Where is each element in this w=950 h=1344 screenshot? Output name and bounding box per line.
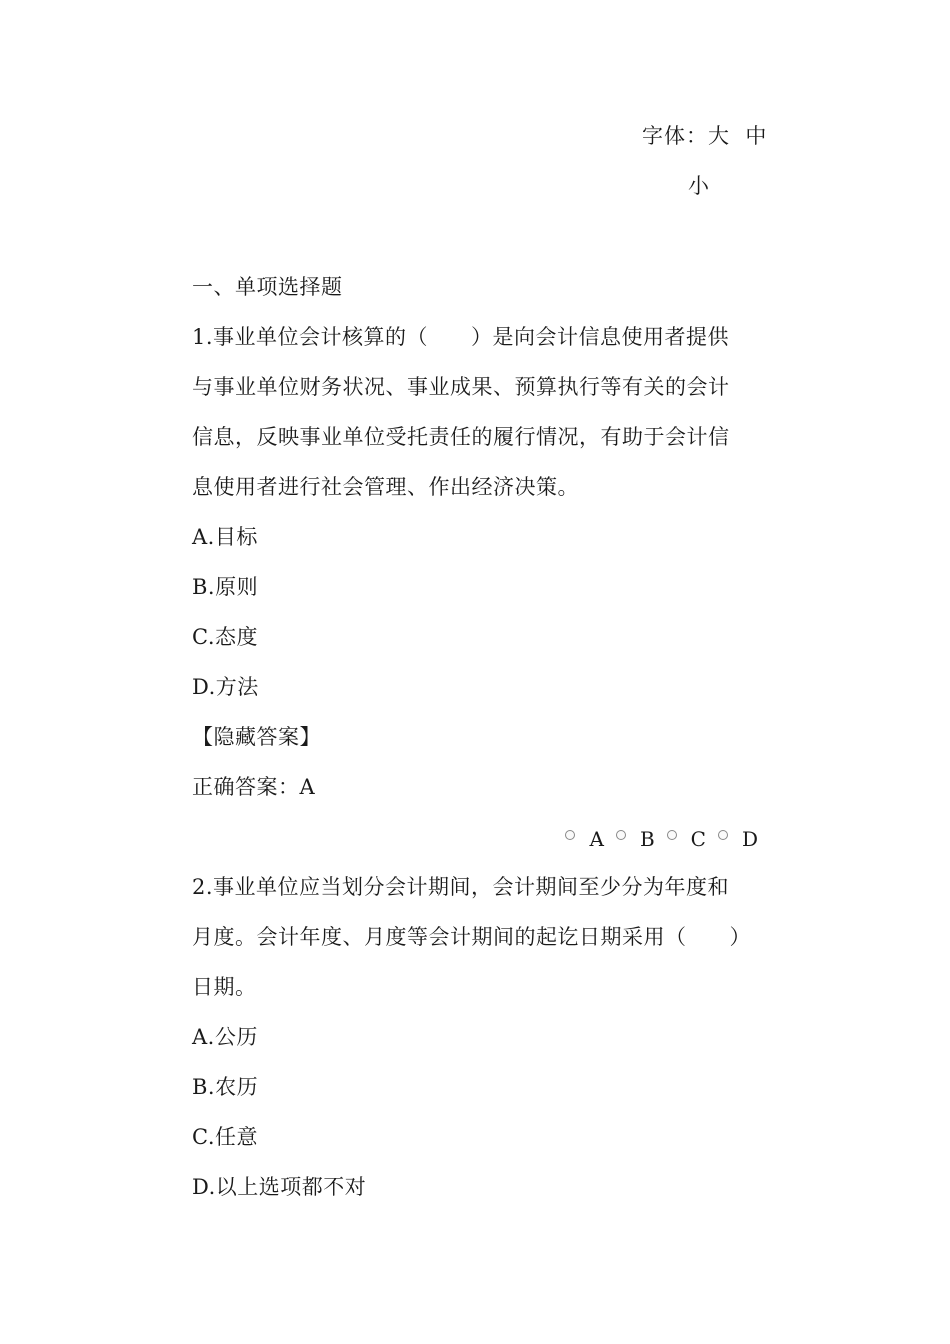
question-1-text-line-1: 1.事业单位会计核算的（ ）是向会计信息使用者提供	[192, 325, 730, 349]
radio-a-label: A	[589, 827, 604, 851]
question-1-text-line-3: 信息，反映事业单位受托责任的履行情况，有助于会计信	[192, 425, 730, 449]
radio-d-label: D	[741, 827, 758, 851]
radio-a[interactable]	[565, 830, 575, 840]
question-2	[192, 872, 758, 1222]
question-1-option-c: C.态度	[192, 625, 258, 649]
radio-b[interactable]	[616, 830, 626, 840]
font-size-small-link[interactable]: 小	[688, 174, 709, 198]
answer-radio-group	[192, 822, 758, 872]
question-2-option-b: B.农历	[192, 1075, 259, 1099]
font-size-small-row	[688, 171, 709, 201]
radio-c[interactable]	[667, 830, 677, 840]
hide-answer-link[interactable]: 【隐藏答案】	[192, 725, 321, 749]
correct-answer: 正确答案：A	[192, 775, 316, 799]
question-1-option-b: B.原则	[192, 575, 259, 599]
question-1-option-d: D.方法	[192, 675, 259, 699]
radio-d[interactable]	[718, 830, 728, 840]
font-size-medium-link[interactable]: 中	[745, 124, 768, 148]
radio-b-label: B	[639, 827, 655, 851]
radio-c-label: C	[690, 827, 706, 851]
question-2-option-c: C.任意	[192, 1125, 258, 1149]
question-1-text-line-4: 息使用者进行社会管理、作出经济决策。	[192, 475, 579, 499]
section-title: 一、单项选择题	[192, 275, 343, 299]
font-size-label: 字体：	[642, 124, 708, 148]
question-2-text-line-2: 月度。会计年度、月度等会计期间的起讫日期采用（ ）	[192, 925, 751, 949]
question-2-text-line-3: 日期。	[192, 975, 257, 999]
font-size-selector	[642, 121, 767, 151]
question-2-option-d: D.以上选项都不对	[192, 1175, 367, 1199]
font-size-large-link[interactable]: 大	[708, 124, 730, 148]
question-1-option-a: A.目标	[192, 525, 258, 549]
question-1	[192, 322, 758, 872]
question-2-text-line-1: 2.事业单位应当划分会计期间，会计期间至少分为年度和	[192, 875, 730, 899]
question-2-option-a: A.公历	[192, 1025, 258, 1049]
question-content	[192, 272, 758, 1222]
question-1-text-line-2: 与事业单位财务状况、事业成果、预算执行等有关的会计	[192, 375, 730, 399]
